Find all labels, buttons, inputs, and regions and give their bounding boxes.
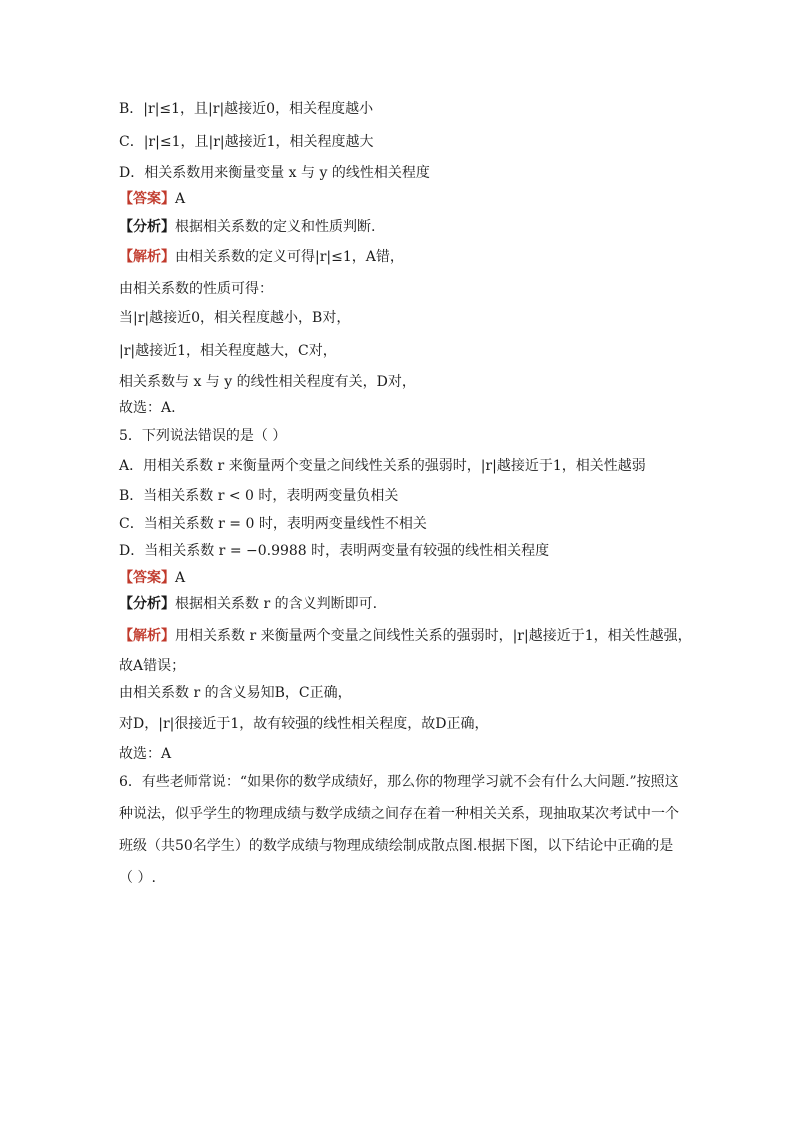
q5-analysis: 【分析】根据相关系数 r 的含义判断即可. (119, 596, 378, 612)
q5-solution-line-4: 对D，|r|很接近于1，故有较强的线性相关程度，故D正确， (119, 716, 489, 732)
q4-solution-line-3: 当|r|越接近0，相关程度越小，B对， (119, 310, 351, 326)
q5-option-d: D．当相关系数 r = −0.9988 时，表明两变量有较强的线性相关程度 (119, 543, 550, 559)
q5-option-a: A．用相关系数 r 来衡量两个变量之间线性关系的强弱时，|r|越接近于1，相关性越弱 (119, 458, 646, 474)
q4-analysis: 【分析】根据相关系数的定义和性质判断. (119, 219, 376, 235)
q4-option-d: D．相关系数用来衡量变量 x 与 y 的线性相关程度 (119, 165, 430, 181)
q6-stem: 6．有些老师常说：“如果你的数学成绩好，那么你的物理学习就不会有什么大问题.”按照这种说法，似乎学生的物理成绩与数学成绩之间存在着一种相关关系，现抽取某次考试中一个班级（共50名学生）的数学成绩与物理成绩绘制成散点图.根据下图，以下结论中正确的是（ ）. (119, 774, 679, 886)
q4-option-c: C．|r|≤1，且|r|越接近1，相关程度越大 (119, 134, 374, 150)
q5-solution: 【解析】用相关系数 r 来衡量两个变量之间线性关系的强弱时，|r|越接近于1，相关性越强， (119, 628, 692, 644)
q4-solution: 【解析】由相关系数的定义可得|r|≤1，A错， (119, 249, 404, 265)
q5-choice: 故选：A (119, 746, 172, 762)
q5-option-b: B．当相关系数 r < 0 时，表明两变量负相关 (119, 488, 399, 504)
q5-solution-line-2: 故A错误； (119, 658, 186, 674)
q4-solution-line-2: 由相关系数的性质可得： (119, 281, 273, 297)
q5-option-c: C．当相关系数 r = 0 时，表明两变量线性不相关 (119, 516, 427, 532)
q5-solution-line-3: 由相关系数 r 的含义易知B，C正确， (119, 685, 352, 701)
q4-solution-line-4: |r|越接近1，相关程度越大，C对， (119, 343, 337, 359)
q5-answer: 【答案】A (119, 570, 186, 586)
q4-answer: 【答案】A (119, 191, 186, 207)
q4-solution-line-5: 相关系数与 x 与 y 的线性相关程度有关，D对， (119, 374, 416, 390)
q4-option-b: B．|r|≤1，且|r|越接近0，相关程度越小 (119, 101, 374, 117)
q4-choice: 故选：A. (119, 400, 176, 416)
q5-stem: 5．下列说法错误的是（ ） (119, 428, 287, 444)
